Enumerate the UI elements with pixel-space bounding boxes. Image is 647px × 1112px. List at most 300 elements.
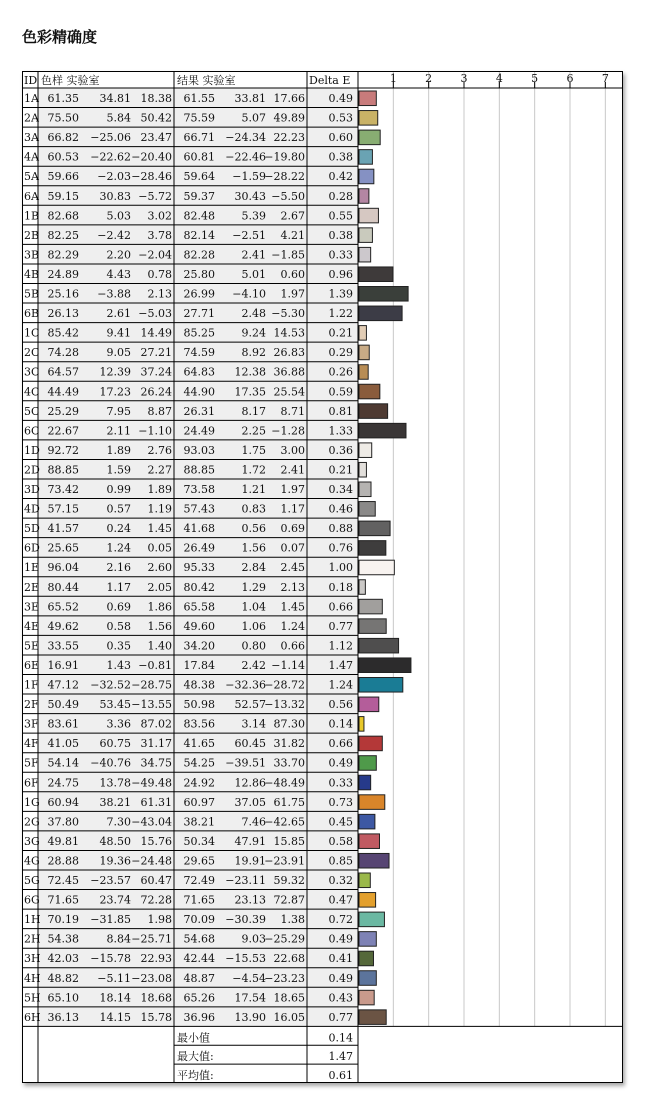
- x-tick-label: 1: [389, 72, 397, 85]
- header-delta-e: Delta E: [309, 74, 351, 87]
- sample-lab-value: 27.21: [140, 346, 172, 360]
- sample-lab-value: −2.42: [97, 228, 131, 242]
- sample-lab-value: 25.65: [47, 541, 79, 555]
- result-lab-value: 72.87: [273, 893, 305, 907]
- sample-lab-value: 1.17: [106, 580, 131, 594]
- result-lab-value: 8.71: [280, 404, 305, 418]
- sample-lab-value: 36.13: [47, 1010, 79, 1024]
- result-lab-value: 82.48: [183, 209, 215, 223]
- row-id: 4C: [24, 385, 40, 399]
- sample-lab-value: 65.10: [47, 991, 79, 1005]
- result-lab-value: −19.80: [264, 150, 305, 164]
- sample-lab-value: 59.66: [47, 170, 79, 184]
- delta-e-value: 0.76: [328, 541, 353, 555]
- row-id: 3F: [24, 717, 39, 731]
- result-lab-value: −30.39: [225, 913, 266, 927]
- sample-lab-value: 3.36: [106, 717, 131, 731]
- delta-e-value: 0.34: [328, 483, 353, 496]
- row-id: 3B: [24, 248, 40, 262]
- result-lab-value: 26.83: [273, 346, 305, 360]
- result-lab-value: −13.32: [264, 698, 305, 712]
- result-lab-value: −5.50: [271, 189, 305, 203]
- sample-lab-value: 26.24: [140, 385, 172, 399]
- summary-label: 平均值:: [177, 1069, 214, 1082]
- delta-e-bar: [359, 697, 379, 712]
- sample-lab-value: 22.93: [140, 952, 172, 966]
- delta-e-bar: [359, 521, 390, 536]
- row-id: 1F: [24, 678, 39, 692]
- sample-lab-value: 75.50: [47, 111, 79, 125]
- sample-lab-value: 34.75: [140, 756, 172, 770]
- result-lab-value: 27.71: [183, 307, 215, 321]
- header-sample-lab: 色样 实验室: [41, 74, 100, 87]
- sample-lab-value: 33.55: [47, 639, 79, 653]
- sample-lab-value: 87.02: [140, 717, 172, 731]
- sample-lab-value: 38.21: [99, 795, 131, 809]
- x-tick-label: 7: [601, 72, 609, 85]
- delta-e-bar: [359, 853, 389, 868]
- sample-lab-value: 2.16: [106, 561, 131, 575]
- result-lab-value: 13.90: [234, 1010, 266, 1024]
- delta-e-value: 0.33: [328, 776, 353, 790]
- header-result-lab: 结果 实验室: [177, 74, 236, 87]
- result-lab-value: 17.35: [234, 385, 266, 399]
- sample-lab-value: 1.59: [106, 463, 131, 477]
- sample-lab-value: 0.24: [106, 522, 131, 536]
- delta-e-value: 0.49: [328, 92, 353, 105]
- delta-e-bar: [359, 345, 369, 360]
- sample-lab-value: 26.13: [47, 307, 79, 321]
- sample-lab-value: 83.61: [47, 717, 79, 731]
- sample-lab-value: 24.75: [47, 776, 79, 790]
- x-tick-label: 3: [460, 72, 468, 85]
- sample-lab-value: 64.57: [47, 365, 79, 379]
- result-lab-value: 1.72: [241, 463, 266, 477]
- sample-lab-value: 17.23: [99, 385, 131, 399]
- row-id: 3H: [24, 952, 41, 966]
- result-lab-value: 1.29: [241, 580, 266, 594]
- result-lab-value: 0.56: [241, 522, 266, 536]
- delta-e-value: 0.41: [328, 952, 353, 966]
- result-lab-value: 30.43: [234, 189, 266, 203]
- delta-e-bar: [359, 717, 364, 732]
- result-lab-value: 19.91: [234, 854, 266, 868]
- sample-lab-value: 25.16: [47, 287, 79, 301]
- delta-e-value: 0.29: [328, 346, 353, 360]
- result-lab-value: 4.21: [280, 228, 305, 242]
- sample-lab-value: −28.46: [131, 170, 172, 184]
- delta-e-bar: [359, 365, 368, 380]
- sample-lab-value: 18.68: [140, 991, 172, 1005]
- sample-lab-value: 85.42: [47, 326, 79, 340]
- delta-e-bar: [359, 932, 376, 947]
- result-lab-value: 1.04: [241, 600, 266, 614]
- result-lab-value: 54.25: [183, 756, 215, 770]
- sample-lab-value: 25.29: [47, 404, 79, 418]
- sample-lab-value: 18.14: [99, 991, 131, 1005]
- sample-lab-value: 2.11: [106, 424, 131, 438]
- delta-e-bar: [359, 150, 372, 165]
- row-id: 2E: [24, 580, 40, 594]
- result-lab-value: 48.87: [183, 971, 215, 985]
- x-tick-label: 2: [425, 72, 433, 85]
- result-lab-value: 37.05: [234, 795, 266, 809]
- result-lab-value: −22.46: [225, 150, 266, 164]
- sample-lab-value: −1.10: [138, 424, 172, 438]
- row-id: 4D: [24, 502, 40, 516]
- sample-lab-value: −2.04: [138, 248, 172, 262]
- result-lab-value: 26.99: [183, 287, 215, 301]
- sample-lab-value: 96.04: [47, 561, 79, 575]
- sample-lab-value: 49.62: [47, 619, 79, 633]
- sample-lab-value: −25.06: [90, 131, 131, 145]
- color-accuracy-table: [22, 71, 623, 1083]
- sample-lab-value: 2.05: [147, 580, 172, 594]
- sample-lab-value: 61.31: [140, 795, 172, 809]
- sample-lab-value: 15.76: [140, 834, 172, 848]
- row-id: 3G: [24, 834, 40, 848]
- result-lab-value: 24.49: [183, 424, 215, 438]
- result-lab-value: 7.46: [241, 815, 266, 829]
- row-id: 5D: [24, 522, 40, 536]
- result-lab-value: −1.28: [271, 424, 305, 438]
- result-lab-value: 50.98: [183, 698, 215, 712]
- sample-lab-value: 50.49: [47, 698, 79, 712]
- result-lab-value: 3.00: [280, 443, 305, 457]
- result-lab-value: 60.97: [183, 795, 215, 809]
- delta-e-bar: [359, 169, 374, 184]
- row-id: 1A: [24, 92, 39, 105]
- row-id: 4G: [24, 854, 40, 868]
- result-lab-value: 41.65: [183, 737, 215, 751]
- summary-value: 0.61: [328, 1069, 353, 1082]
- result-lab-value: −15.53: [225, 952, 266, 966]
- result-lab-value: 87.30: [273, 717, 305, 731]
- delta-e-bar: [359, 775, 371, 790]
- result-lab-value: 18.65: [273, 991, 305, 1005]
- row-id: 6B: [24, 307, 40, 321]
- delta-e-bar: [359, 599, 382, 614]
- row-id: 2F: [24, 698, 39, 712]
- delta-e-value: 1.39: [328, 287, 353, 301]
- result-lab-value: 1.21: [241, 483, 266, 496]
- delta-e-value: 0.21: [328, 326, 353, 340]
- sample-lab-value: 0.58: [106, 619, 131, 633]
- sample-lab-value: −49.48: [131, 776, 172, 790]
- sample-lab-value: 50.42: [140, 111, 172, 125]
- sample-lab-value: 66.82: [47, 131, 79, 145]
- sample-lab-value: 5.03: [106, 209, 131, 223]
- result-lab-value: 1.97: [280, 483, 305, 496]
- result-lab-value: 9.24: [241, 326, 266, 340]
- row-id: 3D: [24, 483, 40, 496]
- sample-lab-value: 18.38: [140, 92, 172, 105]
- sample-lab-value: −31.85: [90, 913, 131, 927]
- result-lab-value: −5.30: [271, 307, 305, 321]
- delta-e-bar: [359, 208, 378, 223]
- result-lab-value: 0.66: [280, 639, 305, 653]
- result-lab-value: 2.42: [241, 658, 266, 672]
- result-lab-value: 47.91: [234, 834, 266, 848]
- result-lab-value: 2.25: [241, 424, 266, 438]
- delta-e-bar: [359, 736, 382, 751]
- sample-lab-value: −23.08: [131, 971, 172, 985]
- delta-e-value: 0.43: [328, 991, 353, 1005]
- result-lab-value: 44.90: [183, 385, 215, 399]
- row-id: 6G: [24, 893, 40, 907]
- result-lab-value: 95.33: [183, 561, 215, 575]
- delta-e-value: 0.18: [328, 580, 353, 594]
- delta-e-bar: [359, 1010, 386, 1025]
- result-lab-value: 42.44: [183, 952, 215, 966]
- sample-lab-value: 74.28: [47, 346, 79, 360]
- sample-lab-value: 2.27: [147, 463, 172, 477]
- sample-lab-value: −5.72: [138, 189, 172, 203]
- result-lab-value: 60.81: [183, 150, 215, 164]
- delta-e-value: 0.38: [328, 150, 353, 164]
- result-lab-value: 14.53: [273, 326, 305, 340]
- sample-lab-value: 2.60: [147, 561, 172, 575]
- delta-e-value: 0.21: [328, 463, 353, 477]
- sample-lab-value: 72.28: [140, 893, 172, 907]
- sample-lab-value: 61.35: [47, 92, 79, 105]
- delta-e-value: 0.49: [328, 932, 353, 946]
- delta-e-value: 0.77: [328, 619, 353, 633]
- delta-e-value: 0.42: [328, 170, 353, 184]
- row-id: 1G: [24, 795, 40, 809]
- row-id: 5G: [24, 874, 40, 887]
- sample-lab-value: −25.71: [131, 932, 172, 946]
- delta-e-value: 1.00: [328, 561, 353, 575]
- result-lab-value: 2.41: [280, 463, 305, 477]
- sample-lab-value: −24.48: [131, 854, 172, 868]
- sample-lab-value: 92.72: [47, 443, 79, 457]
- result-lab-value: −4.10: [232, 287, 266, 301]
- sample-lab-value: 0.69: [106, 600, 131, 614]
- sample-lab-value: 41.57: [47, 522, 79, 536]
- sample-lab-value: 53.45: [99, 698, 131, 712]
- result-lab-value: 64.83: [183, 365, 215, 379]
- delta-e-value: 0.73: [328, 795, 353, 809]
- result-lab-value: 65.58: [183, 600, 215, 614]
- result-lab-value: 8.92: [241, 346, 266, 360]
- delta-e-bar: [359, 111, 378, 126]
- result-lab-value: 38.21: [183, 815, 215, 829]
- sample-lab-value: 54.14: [47, 756, 79, 770]
- row-id: 2C: [24, 346, 40, 360]
- result-lab-value: −28.72: [264, 678, 305, 692]
- result-lab-value: 3.14: [241, 717, 266, 731]
- sample-lab-value: 14.49: [140, 326, 172, 340]
- result-lab-value: 61.55: [183, 92, 215, 105]
- sample-lab-value: −20.40: [131, 150, 172, 164]
- result-lab-value: 2.67: [280, 209, 305, 223]
- header-id: ID: [24, 74, 38, 87]
- result-lab-value: 0.07: [280, 541, 305, 555]
- result-lab-value: 61.75: [273, 795, 305, 809]
- result-lab-value: 1.45: [280, 600, 305, 614]
- row-id: 4B: [24, 267, 40, 281]
- result-lab-value: 49.60: [183, 619, 215, 633]
- row-id: 2G: [24, 815, 40, 829]
- result-lab-value: 75.59: [183, 111, 215, 125]
- sample-lab-value: −3.88: [97, 287, 131, 301]
- row-id: 1D: [24, 443, 40, 457]
- result-lab-value: 23.13: [234, 893, 266, 907]
- row-id: 5B: [24, 287, 40, 301]
- delta-e-bar: [359, 756, 376, 771]
- sample-lab-value: 30.83: [99, 189, 131, 203]
- sample-lab-value: 0.99: [106, 483, 131, 496]
- result-lab-value: 22.23: [273, 131, 305, 145]
- sample-lab-value: −40.76: [90, 756, 131, 770]
- delta-e-value: 0.53: [328, 111, 353, 125]
- result-lab-value: −1.85: [271, 248, 305, 262]
- delta-e-value: 1.33: [328, 424, 353, 438]
- result-lab-value: 60.45: [234, 737, 266, 751]
- result-lab-value: 8.17: [241, 404, 266, 418]
- delta-e-value: 0.59: [328, 385, 353, 399]
- result-lab-value: −39.51: [225, 756, 266, 770]
- sample-lab-value: 2.20: [106, 248, 131, 262]
- result-lab-value: 59.64: [183, 170, 215, 184]
- delta-e-bar: [359, 678, 403, 693]
- result-lab-value: 66.71: [183, 131, 215, 145]
- sample-lab-value: 9.41: [106, 326, 131, 340]
- result-lab-value: −28.22: [264, 170, 305, 184]
- result-lab-value: 65.26: [183, 991, 215, 1005]
- delta-e-value: 0.47: [328, 893, 353, 907]
- sample-lab-value: 1.19: [147, 502, 172, 516]
- summary-value: 0.14: [328, 1031, 353, 1045]
- result-lab-value: −4.54: [232, 971, 266, 985]
- delta-e-value: 0.14: [328, 717, 353, 731]
- delta-e-bar: [359, 795, 385, 810]
- row-id: 6E: [24, 658, 40, 672]
- delta-e-bar: [359, 638, 399, 653]
- delta-e-value: 0.77: [328, 1010, 353, 1024]
- sample-lab-value: 80.44: [47, 580, 79, 594]
- result-lab-value: 25.54: [273, 385, 305, 399]
- sample-lab-value: 5.84: [106, 111, 131, 125]
- sample-lab-value: 34.81: [99, 92, 131, 105]
- result-lab-value: 12.38: [234, 365, 266, 379]
- sample-lab-value: −43.04: [131, 815, 172, 829]
- delta-e-value: 0.28: [328, 189, 353, 203]
- sample-lab-value: −0.81: [138, 658, 172, 672]
- result-lab-value: 2.84: [241, 561, 266, 575]
- sample-lab-value: 44.49: [47, 385, 79, 399]
- result-lab-value: 22.68: [273, 952, 305, 966]
- sample-lab-value: 54.38: [47, 932, 79, 946]
- delta-e-bar: [359, 228, 372, 243]
- sample-lab-value: −2.03: [97, 170, 131, 184]
- result-lab-value: 25.80: [183, 267, 215, 281]
- x-tick-label: 4: [495, 72, 503, 85]
- result-lab-value: 12.86: [234, 776, 266, 790]
- delta-e-bar: [359, 267, 393, 282]
- delta-e-value: 0.36: [328, 443, 353, 457]
- sample-lab-value: 65.52: [47, 600, 79, 614]
- sample-lab-value: −15.78: [90, 952, 131, 966]
- result-lab-value: −23.23: [264, 971, 305, 985]
- sample-lab-value: 8.87: [147, 404, 172, 418]
- delta-e-bar: [359, 287, 408, 302]
- sample-lab-value: 88.85: [47, 463, 79, 477]
- result-lab-value: 24.92: [183, 776, 215, 790]
- row-id: 6C: [24, 424, 40, 438]
- sample-lab-value: 1.56: [147, 619, 172, 633]
- sample-lab-value: 60.53: [47, 150, 79, 164]
- result-lab-value: 71.65: [183, 893, 215, 907]
- sample-lab-value: 28.88: [47, 854, 79, 868]
- row-id: 1C: [24, 326, 40, 340]
- delta-e-value: 0.45: [328, 815, 353, 829]
- result-lab-value: 0.69: [280, 522, 305, 536]
- sample-lab-value: 1.40: [147, 639, 172, 653]
- result-lab-value: 50.34: [183, 834, 215, 848]
- sample-lab-value: 16.91: [47, 658, 79, 672]
- result-lab-value: 15.85: [273, 834, 305, 848]
- delta-e-bar: [359, 462, 366, 477]
- delta-e-value: 0.96: [328, 267, 353, 281]
- result-lab-value: −1.59: [232, 170, 266, 184]
- row-id: 5H: [24, 991, 41, 1005]
- x-tick-label: 6: [566, 72, 574, 85]
- sample-lab-value: 22.67: [47, 424, 79, 438]
- sample-lab-value: 60.47: [140, 874, 172, 887]
- result-lab-value: 17.66: [273, 92, 305, 105]
- row-id: 3C: [24, 365, 40, 379]
- result-lab-value: 48.38: [183, 678, 215, 692]
- result-lab-value: 80.42: [183, 580, 215, 594]
- delta-e-value: 0.60: [328, 131, 353, 145]
- result-lab-value: 33.70: [273, 756, 305, 770]
- sample-lab-value: 2.76: [147, 443, 172, 457]
- sample-lab-value: 0.35: [106, 639, 131, 653]
- sample-lab-value: 59.15: [47, 189, 79, 203]
- sample-lab-value: −13.55: [131, 698, 172, 712]
- delta-e-value: 0.46: [328, 502, 353, 516]
- delta-e-bar: [359, 971, 376, 986]
- delta-e-bar: [359, 814, 375, 829]
- sample-lab-value: 72.45: [47, 874, 79, 887]
- delta-e-value: 0.85: [328, 854, 353, 868]
- sample-lab-value: 42.03: [47, 952, 79, 966]
- sample-lab-value: 1.89: [106, 443, 131, 457]
- delta-e-bar: [359, 326, 366, 341]
- result-lab-value: −23.91: [264, 854, 305, 868]
- summary-value: 1.47: [328, 1050, 353, 1064]
- result-lab-value: 2.41: [241, 248, 266, 262]
- result-lab-value: −42.65: [264, 815, 305, 829]
- sample-lab-value: 41.05: [47, 737, 79, 751]
- row-id: 4H: [24, 971, 41, 985]
- result-lab-value: 1.75: [241, 443, 266, 457]
- sample-lab-value: 71.65: [47, 893, 79, 907]
- result-lab-value: 5.07: [241, 111, 266, 125]
- result-lab-value: −32.36: [225, 678, 266, 692]
- row-id: 3E: [24, 600, 40, 614]
- row-id: 5E: [24, 639, 40, 653]
- delta-e-bar: [359, 404, 388, 419]
- sample-lab-value: 57.15: [47, 502, 79, 516]
- sample-lab-value: 73.42: [47, 483, 79, 496]
- delta-e-bar: [359, 189, 369, 204]
- sample-lab-value: 1.89: [147, 483, 172, 496]
- result-lab-value: 36.96: [183, 1010, 215, 1024]
- sample-lab-value: 0.57: [106, 502, 131, 516]
